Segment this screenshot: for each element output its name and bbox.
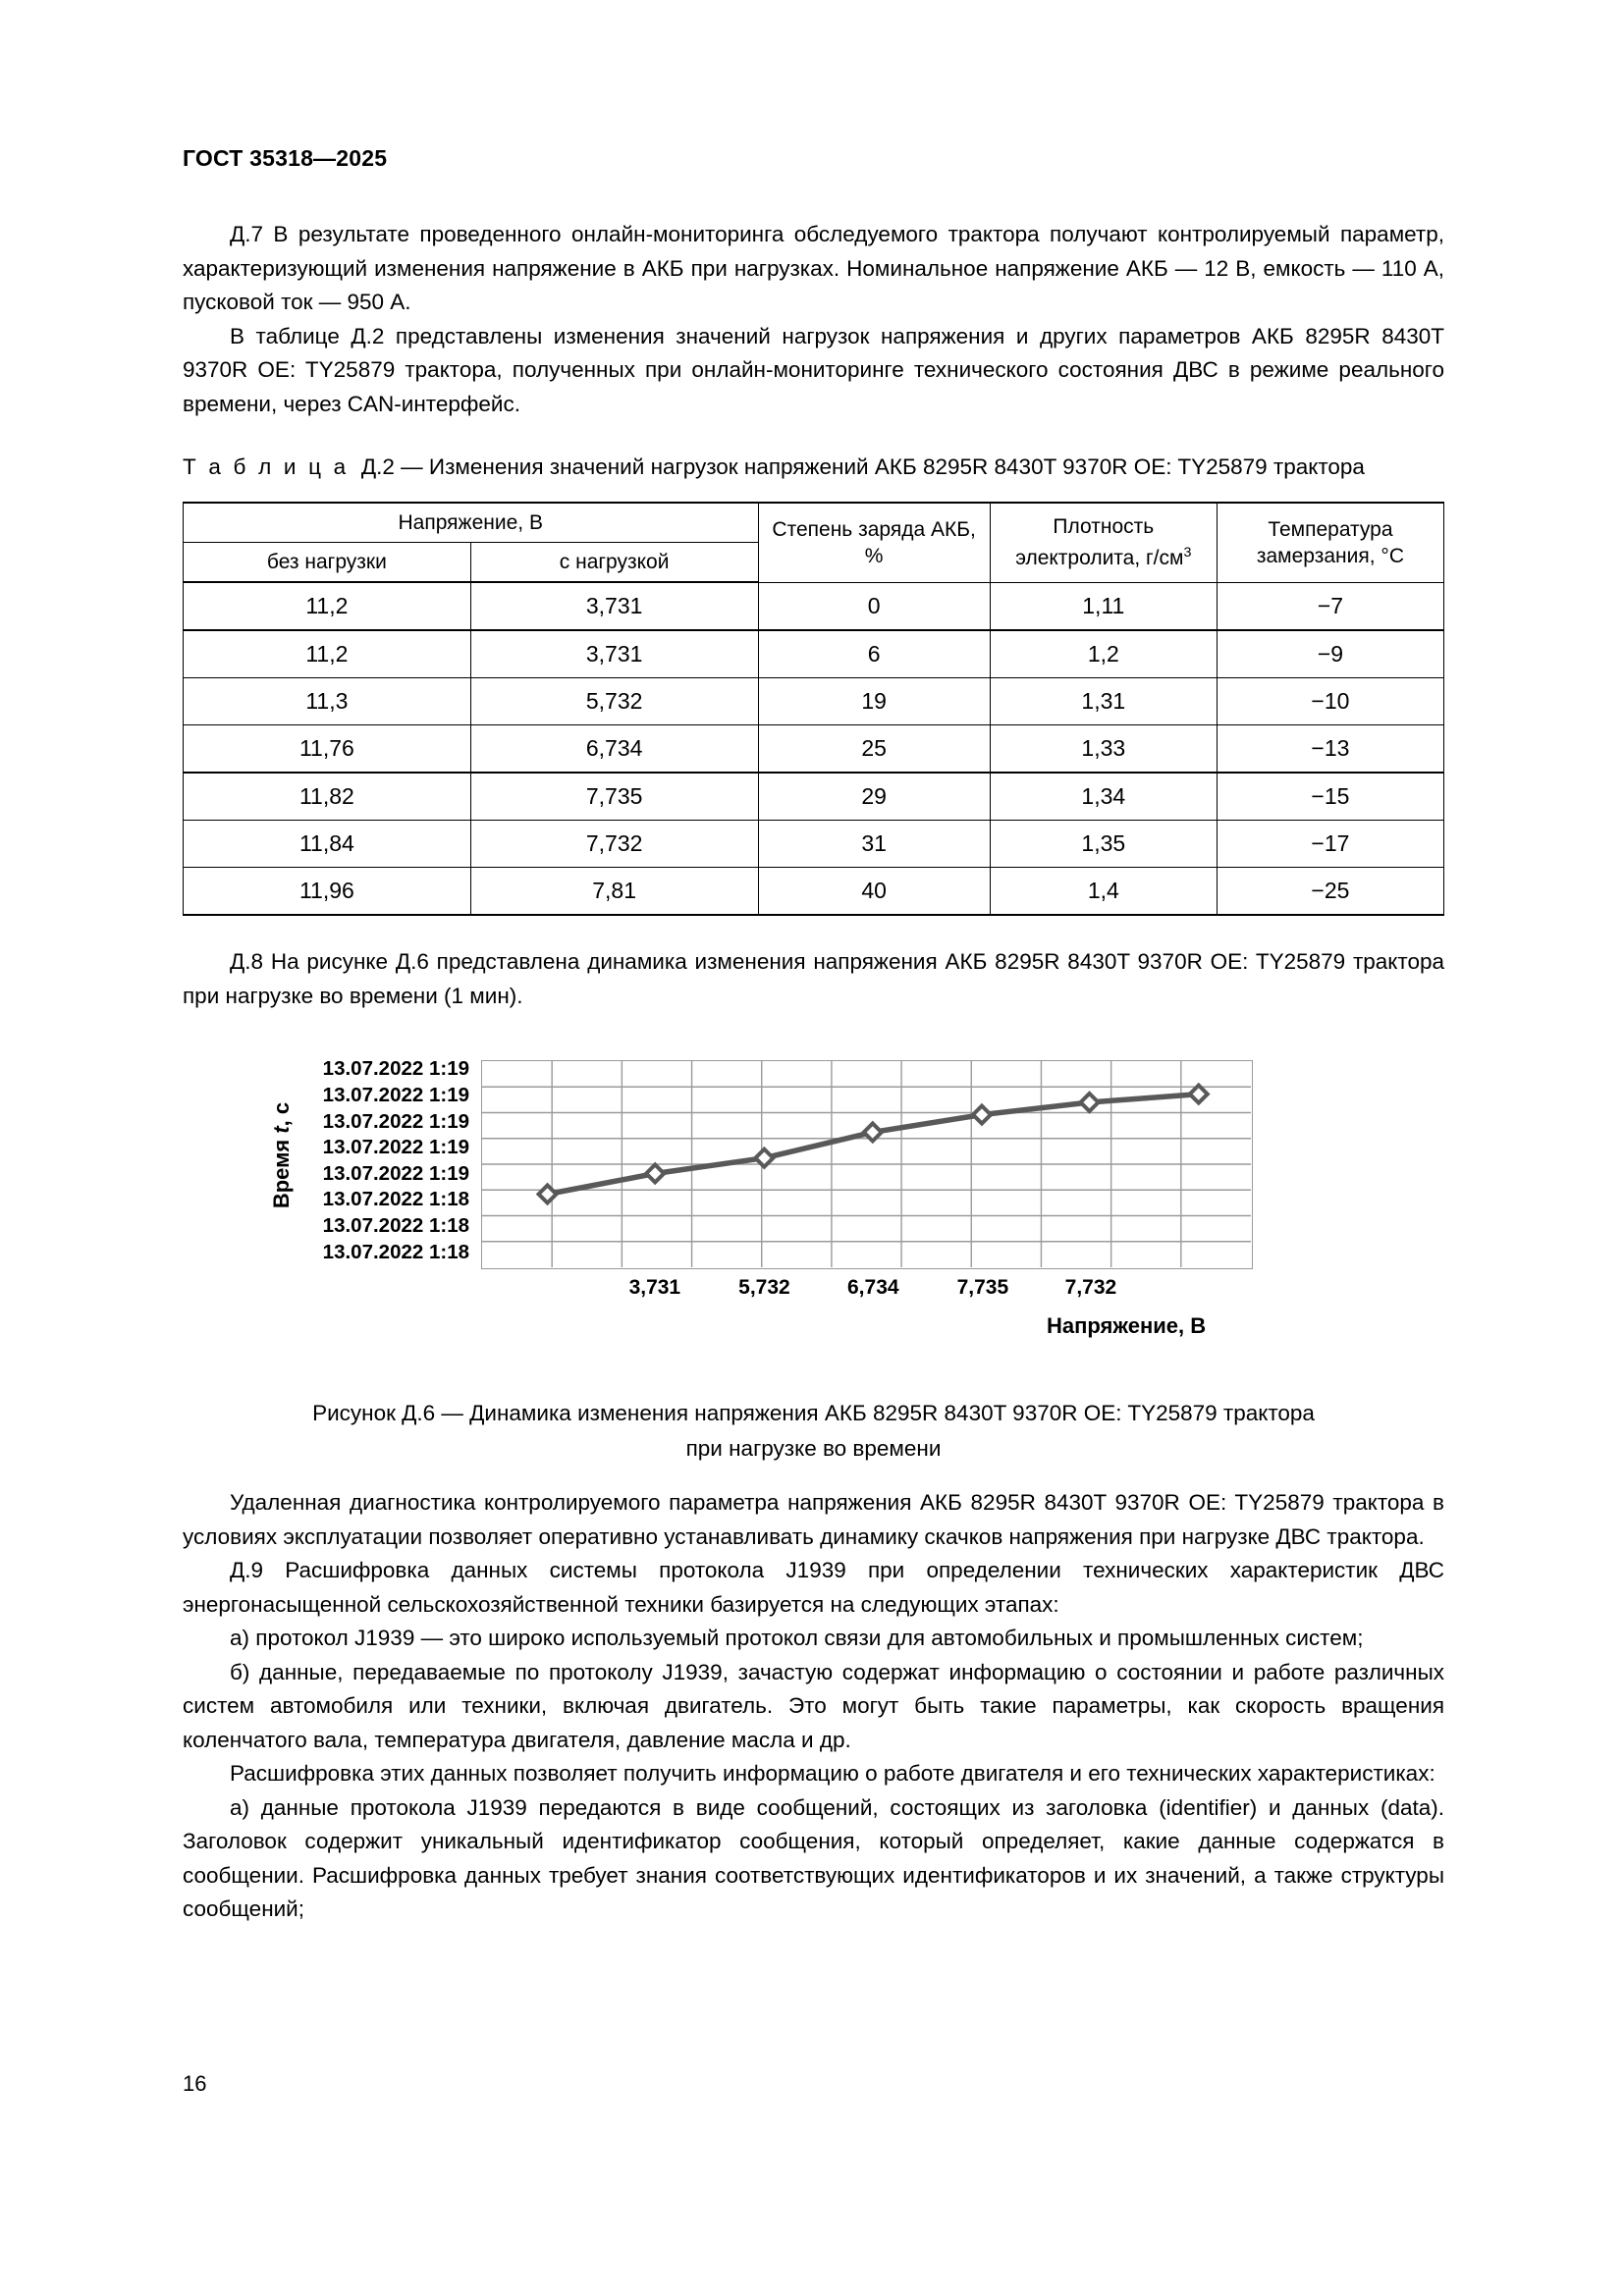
table-row — [184, 582, 1444, 630]
chart-x-tick: 7,735 — [956, 1276, 1009, 1299]
table-cell: 0 — [758, 582, 990, 630]
paragraph-d7: Д.7 В результате проведенного онлайн-мониторинга обследуемого трактора получают контролируемый параметр, характеризующий изменения напряжение в АКБ при нагрузках. Номинальное напряжение АКБ — 12 В, емкость — 110 А, пусковой ток — 950 А. — [183, 222, 1444, 314]
table-cell: −17 — [1217, 821, 1443, 868]
header-with-load: с нагрузкой — [470, 543, 758, 583]
paragraph-d9: Д.9 Расшифровка данных системы протокола J1939 при определении технических характеристик ДВС энергонасыщенной сельскохозяйственной техники базируется на следующих этапах: — [183, 1558, 1444, 1617]
table-caption — [183, 451, 1444, 484]
table-cell: 1,31 — [990, 678, 1217, 725]
header-electrolyte-density-line2: электролита, $г/см^3$ — [1015, 545, 1192, 570]
table-cell: 29 — [758, 773, 990, 821]
table-cell: 19 — [758, 678, 990, 725]
table-row — [184, 725, 1444, 774]
page-number: 16 — [183, 2071, 207, 2096]
header-freezing-temperature — [1217, 503, 1443, 582]
table-cell: 1,35 — [990, 821, 1217, 868]
chart-y-axis-ticks — [238, 1052, 469, 1278]
figure-caption-line2: при нагрузке во времени — [685, 1436, 942, 1461]
table-cell: −9 — [1217, 630, 1443, 678]
paragraph-item-a1: а) протокол J1939 — это широко используемый протокол связи для автомобильных и промышленных систем; — [230, 1626, 1364, 1650]
chart-y-tick: 13.07.2022 1:19 — [322, 1083, 469, 1106]
table-row — [184, 630, 1444, 678]
table-caption-label: Т а б л и ц а — [183, 454, 350, 479]
header-charge-level-line2: % — [864, 544, 884, 567]
chart-marker — [646, 1164, 664, 1182]
chart-x-tick: 5,732 — [738, 1276, 790, 1299]
table-cell: 1,4 — [990, 868, 1217, 916]
figure-caption — [183, 1396, 1444, 1467]
table-cell: 25 — [758, 725, 990, 774]
header-charge-level-line1: Степень заряда АКБ, — [772, 517, 976, 541]
table-row — [184, 868, 1444, 916]
header-voltage-group: Напряжение, В — [184, 503, 759, 543]
table-cell: 1,33 — [990, 725, 1217, 774]
figure-d6 — [183, 1052, 1444, 1376]
chart-y-tick: 13.07.2022 1:19 — [322, 1136, 469, 1159]
chart-plot-area — [481, 1060, 1253, 1269]
table-cell: 11,96 — [184, 868, 471, 916]
table-cell: −15 — [1217, 773, 1443, 821]
table-header-row-1 — [184, 503, 1444, 543]
table-cell: 11,3 — [184, 678, 471, 725]
table-cell: −10 — [1217, 678, 1443, 725]
table-cell: 7,735 — [470, 773, 758, 821]
chart-gridlines — [482, 1061, 1251, 1267]
table-row — [184, 678, 1444, 725]
table-cell: 31 — [758, 821, 990, 868]
paragraph-item-b1: б) данные, передаваемые по протоколу J1939, зачастую содержат информацию о состоянии и работе различных систем автомобиля или техники, включая двигатель. Это могут быть такие параметры, как скорость вращения коленчатого вала, температура двигателя, давление масла и др. — [183, 1659, 1444, 1752]
running-head: ГОСТ 35318—2025 — [183, 145, 388, 171]
chart-svg — [482, 1061, 1251, 1267]
chart-marker — [1081, 1094, 1099, 1111]
table-cell: 6 — [758, 630, 990, 678]
table-cell: 1,11 — [990, 582, 1217, 630]
chart-marker — [539, 1185, 557, 1202]
header-electrolyte-density-line1: Плотность — [1053, 515, 1155, 539]
header-charge-level — [758, 503, 990, 582]
table-cell: 3,731 — [470, 630, 758, 678]
table-cell: 5,732 — [470, 678, 758, 725]
paragraph-d8: Д.8 На рисунке Д.6 представлена динамика изменения напряжения АКБ 8295R 8430T 9370R OE: TY25879 трактора при нагрузке во времени (1 мин). — [183, 949, 1444, 1008]
header-no-load: без нагрузки — [184, 543, 471, 583]
table-cell: −25 — [1217, 868, 1443, 916]
chart-y-tick: 13.07.2022 1:18 — [322, 1240, 469, 1263]
table-caption-number: Д.2 — [360, 454, 395, 479]
chart-x-axis-ticks — [481, 1276, 1253, 1306]
table-row — [184, 821, 1444, 868]
table-cell: −13 — [1217, 725, 1443, 774]
chart-y-tick: 13.07.2022 1:18 — [322, 1214, 469, 1238]
header-electrolyte-density — [990, 503, 1217, 582]
table-caption-title: Изменения значений нагрузок напряжений АКБ 8295R 8430T 9370R OE: TY25879 трактора — [428, 454, 1365, 479]
text-column — [183, 218, 1444, 1927]
header-freezing-temperature-line2: замерзания, °С — [1256, 544, 1404, 567]
chart-y-tick: 13.07.2022 1:19 — [322, 1109, 469, 1133]
table-cell: 11,76 — [184, 725, 471, 774]
paragraph-decoding-intro: Расшифровка этих данных позволяет получить информацию о работе двигателя и его технических характеристиках: — [230, 1761, 1435, 1786]
paragraph-remote-diagnostics: Удаленная диагностика контролируемого параметра напряжения АКБ 8295R 8430T 9370R OE: TY25879 трактора в условиях эксплуатации позволяет оперативно устанавливать динамику скачков напряжения при нагрузке ДВС трактора. — [183, 1490, 1444, 1549]
table-cell: 7,732 — [470, 821, 758, 868]
chart-y-tick: 13.07.2022 1:19 — [322, 1161, 469, 1185]
table-caption-dash: — — [401, 454, 423, 479]
chart-y-axis-title: Время t, с — [269, 1101, 294, 1209]
chart-x-tick: 6,734 — [847, 1276, 899, 1299]
table-body — [184, 582, 1444, 915]
chart-y-tick: 13.07.2022 1:19 — [322, 1057, 469, 1081]
table-cell: 1,2 — [990, 630, 1217, 678]
table-d2 — [183, 502, 1444, 916]
table-cell: 40 — [758, 868, 990, 916]
chart-x-axis-title: Напряжение, В — [1047, 1313, 1207, 1338]
table-row — [184, 773, 1444, 821]
chart-y-tick: 13.07.2022 1:18 — [322, 1188, 469, 1211]
chart-data-line — [548, 1095, 1199, 1195]
chart-x-tick: 3,731 — [628, 1276, 681, 1299]
table-cell: 11,84 — [184, 821, 471, 868]
chart-marker — [973, 1106, 991, 1124]
table-cell: 3,731 — [470, 582, 758, 630]
table-cell: 1,34 — [990, 773, 1217, 821]
chart-marker — [1190, 1086, 1208, 1103]
table-cell: 6,734 — [470, 725, 758, 774]
paragraph-table-intro: В таблице Д.2 представлены изменения значений нагрузок напряжения и других параметров АКБ 8295R 8430T 9370R OE: TY25879 трактора, полученных при онлайн-мониторинге технического состояния ДВС в режиме реального времени, через CAN-интерфейс. — [183, 323, 1444, 416]
chart-x-tick: 7,732 — [1064, 1276, 1117, 1299]
paragraph-item-a2: а) данные протокола J1939 передаются в виде сообщений, состоящих из заголовка (identifier) и данных (data). Заголовок содержит уникальный идентификатор сообщения, который определяет, какие данные содержатся в сообщении. Расшифровка данных требует знания соответствующих идентификаторов и их значений, а также структуры сообщений; — [183, 1794, 1444, 1921]
figure-caption-line1: Рисунок Д.6 — Динамика изменения напряжения АКБ 8295R 8430T 9370R OE: TY25879 трактора — [312, 1401, 1315, 1425]
table-cell: 11,2 — [184, 630, 471, 678]
table-cell: 7,81 — [470, 868, 758, 916]
table-cell: −7 — [1217, 582, 1443, 630]
table-cell: 11,82 — [184, 773, 471, 821]
header-freezing-temperature-line1: Температура — [1268, 517, 1393, 541]
table-cell: 11,2 — [184, 582, 471, 630]
